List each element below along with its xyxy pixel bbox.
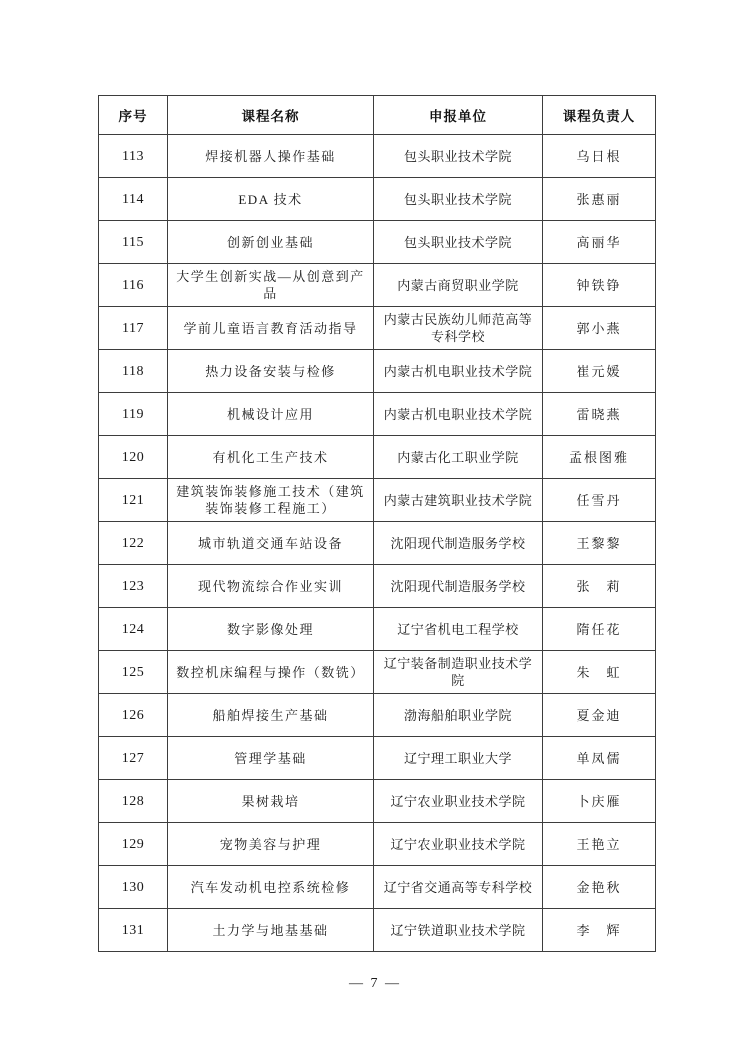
applicant-unit-cell: 内蒙古民族幼儿师范高等专科学校 xyxy=(374,307,543,350)
course-name-cell: 数字影像处理 xyxy=(168,608,374,651)
course-leader-cell: 郭小燕 xyxy=(543,307,656,350)
applicant-unit-cell: 辽宁铁道职业技术学院 xyxy=(374,909,543,952)
applicant-unit-cell: 包头职业技术学院 xyxy=(374,135,543,178)
course-leader-cell: 乌日根 xyxy=(543,135,656,178)
applicant-unit-cell: 沈阳现代制造服务学校 xyxy=(374,565,543,608)
applicant-unit-cell: 辽宁农业职业技术学院 xyxy=(374,823,543,866)
applicant-unit-cell: 辽宁装备制造职业技术学院 xyxy=(374,651,543,694)
row-number-cell: 128 xyxy=(99,780,168,823)
course-name-cell: 建筑装饰装修施工技术（建筑装饰装修工程施工） xyxy=(168,479,374,522)
page-number: — 7 — xyxy=(349,976,401,991)
table-row xyxy=(99,436,656,479)
course-leader-cell: 张 莉 xyxy=(543,565,656,608)
table-row xyxy=(99,909,656,952)
course-name-cell: 机械设计应用 xyxy=(168,393,374,436)
row-number-cell: 116 xyxy=(99,264,168,307)
course-leader-cell: 王黎黎 xyxy=(543,522,656,565)
row-number-cell: 115 xyxy=(99,221,168,264)
course-leader-cell: 任雪丹 xyxy=(543,479,656,522)
row-number-cell: 117 xyxy=(99,307,168,350)
table-row xyxy=(99,823,656,866)
row-number-cell: 120 xyxy=(99,436,168,479)
applicant-unit-cell: 内蒙古化工职业学院 xyxy=(374,436,543,479)
course-leader-cell: 隋任花 xyxy=(543,608,656,651)
course-name-cell: 大学生创新实战—从创意到产品 xyxy=(168,264,374,307)
course-leader-cell: 单凤儒 xyxy=(543,737,656,780)
applicant-unit-cell: 包头职业技术学院 xyxy=(374,221,543,264)
row-number-cell: 125 xyxy=(99,651,168,694)
applicant-unit-cell: 沈阳现代制造服务学校 xyxy=(374,522,543,565)
applicant-unit-cell: 内蒙古机电职业技术学院 xyxy=(374,350,543,393)
course-name-cell: 果树栽培 xyxy=(168,780,374,823)
table-row xyxy=(99,264,656,307)
course-name-cell: 有机化工生产技术 xyxy=(168,436,374,479)
table-row xyxy=(99,608,656,651)
course-name-cell: 数控机床编程与操作（数铣） xyxy=(168,651,374,694)
table-row xyxy=(99,393,656,436)
course-leader-cell: 雷晓燕 xyxy=(543,393,656,436)
row-number-cell: 131 xyxy=(99,909,168,952)
course-leader-cell: 夏金迪 xyxy=(543,694,656,737)
row-number-cell: 127 xyxy=(99,737,168,780)
course-leader-cell: 李 辉 xyxy=(543,909,656,952)
applicant-unit-cell: 辽宁省机电工程学校 xyxy=(374,608,543,651)
course-name-cell: 热力设备安装与检修 xyxy=(168,350,374,393)
column-header-no: 序号 xyxy=(99,96,168,135)
table-row xyxy=(99,479,656,522)
row-number-cell: 119 xyxy=(99,393,168,436)
course-name-cell: 船舶焊接生产基础 xyxy=(168,694,374,737)
course-leader-cell: 崔元媛 xyxy=(543,350,656,393)
course-leader-cell: 卜庆雁 xyxy=(543,780,656,823)
row-number-cell: 122 xyxy=(99,522,168,565)
table-row xyxy=(99,694,656,737)
table-row xyxy=(99,651,656,694)
course-leader-cell: 朱 虹 xyxy=(543,651,656,694)
course-name-cell: 汽车发动机电控系统检修 xyxy=(168,866,374,909)
course-leader-cell: 孟根图雅 xyxy=(543,436,656,479)
course-name-cell: 焊接机器人操作基础 xyxy=(168,135,374,178)
table-row xyxy=(99,866,656,909)
row-number-cell: 121 xyxy=(99,479,168,522)
course-leader-cell: 张惠丽 xyxy=(543,178,656,221)
applicant-unit-cell: 内蒙古机电职业技术学院 xyxy=(374,393,543,436)
table-row xyxy=(99,350,656,393)
table-row xyxy=(99,307,656,350)
course-name-cell: EDA 技术 xyxy=(168,178,374,221)
row-number-cell: 126 xyxy=(99,694,168,737)
table-row xyxy=(99,737,656,780)
applicant-unit-cell: 包头职业技术学院 xyxy=(374,178,543,221)
course-name-cell: 宠物美容与护理 xyxy=(168,823,374,866)
course-name-cell: 创新创业基础 xyxy=(168,221,374,264)
row-number-cell: 123 xyxy=(99,565,168,608)
row-number-cell: 114 xyxy=(99,178,168,221)
table-row xyxy=(99,221,656,264)
column-header-course-leader: 课程负责人 xyxy=(543,96,656,135)
table-row xyxy=(99,565,656,608)
course-table xyxy=(98,95,656,952)
course-leader-cell: 金艳秋 xyxy=(543,866,656,909)
table-row xyxy=(99,522,656,565)
applicant-unit-cell: 辽宁理工职业大学 xyxy=(374,737,543,780)
table-row xyxy=(99,135,656,178)
row-number-cell: 113 xyxy=(99,135,168,178)
row-number-cell: 129 xyxy=(99,823,168,866)
course-leader-cell: 钟铁铮 xyxy=(543,264,656,307)
course-name-cell: 土力学与地基基础 xyxy=(168,909,374,952)
table-row xyxy=(99,178,656,221)
table-row xyxy=(99,780,656,823)
column-header-applicant-unit: 申报单位 xyxy=(374,96,543,135)
course-leader-cell: 王艳立 xyxy=(543,823,656,866)
row-number-cell: 130 xyxy=(99,866,168,909)
applicant-unit-cell: 辽宁农业职业技术学院 xyxy=(374,780,543,823)
table-body xyxy=(99,135,656,952)
applicant-unit-cell: 内蒙古商贸职业学院 xyxy=(374,264,543,307)
course-name-cell: 城市轨道交通车站设备 xyxy=(168,522,374,565)
course-name-cell: 现代物流综合作业实训 xyxy=(168,565,374,608)
column-header-course-name: 课程名称 xyxy=(168,96,374,135)
course-name-cell: 学前儿童语言教育活动指导 xyxy=(168,307,374,350)
table-header-row xyxy=(99,96,656,135)
course-leader-cell: 高丽华 xyxy=(543,221,656,264)
row-number-cell: 124 xyxy=(99,608,168,651)
course-name-cell: 管理学基础 xyxy=(168,737,374,780)
applicant-unit-cell: 辽宁省交通高等专科学校 xyxy=(374,866,543,909)
applicant-unit-cell: 内蒙古建筑职业技术学院 xyxy=(374,479,543,522)
applicant-unit-cell: 渤海船舶职业学院 xyxy=(374,694,543,737)
row-number-cell: 118 xyxy=(99,350,168,393)
